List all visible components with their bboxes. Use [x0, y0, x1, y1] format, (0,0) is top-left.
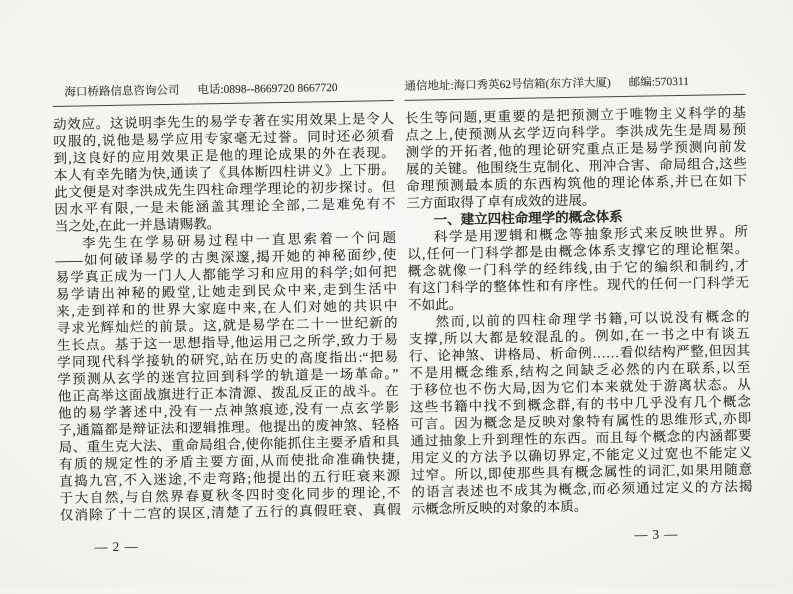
text-line: 直捣九宫,不入迷途,不走弯路;他提出的五行旺衰来源 — [59, 467, 400, 490]
text-line: 用定义的方法予以确切界定,不能定义过宽也不能定义 — [411, 444, 752, 467]
text-line: 这些书籍中找不到概念群,有的书中几乎没有几个概念 — [410, 393, 751, 416]
right-page-header — [404, 74, 745, 101]
text-line: 科学是用逻辑和概念等抽象形式来反映世界。所 — [407, 223, 748, 246]
text-line: 子,通篇都是辩证法和逻辑推理。他提出的废神煞、轻格 — [58, 416, 399, 439]
right-page-body — [405, 104, 753, 518]
text-line: 于移位也不伤大局,因为它们本来就处于游离状态。从 — [410, 376, 751, 399]
text-line: 过窄。所以,即使那些具有概念属性的词汇,如果用随意 — [411, 461, 752, 484]
text-line: 的语言表述也不成其为概念,而必须通过定义的方法揭 — [411, 478, 752, 501]
text-line: 他的易学著述中,没有一点神煞痕迹,没有一点玄学影 — [58, 399, 399, 422]
text-line: 来,走到祥和的世界大家庭中来,在人们对她的共识中 — [56, 297, 397, 320]
left-page — [52, 80, 401, 556]
text-line: 他正高举这面战旗进行正本清源、拨乱反正的战斗。在 — [58, 382, 399, 405]
text-line: 学预测从玄学的迷宫拉回到科学的轨道是一场革命。” — [57, 365, 398, 388]
text-line: 到,这良好的应用效果正是他的理论成果的外在表现。 — [53, 144, 394, 167]
text-line: 概念就像一门科学的经纬线,由于它的编织和制约,才 — [407, 257, 748, 280]
text-line: 三方面取得了卓有成效的进展。 — [406, 189, 747, 212]
text-line: 测学的开拓者,他的理论研究重点正是易学预测向前发 — [405, 138, 746, 161]
postal-code: 邮编:570311 — [629, 76, 689, 89]
left-page-body — [53, 110, 401, 524]
text-line: 示概念所反映的对象的本质。 — [412, 495, 753, 518]
text-line: 一、建立四柱命理学的概念体系 — [407, 206, 748, 229]
text-line: 寻求光辉灿烂的前景。这,就是易学在二十一世纪新的 — [56, 314, 397, 337]
text-line: 行、论神煞、讲格局、析命例……看似结构严整,但因其 — [409, 342, 750, 365]
text-line: 展的关键。他围绕生克制化、刑冲合害、命局组合,这些 — [406, 155, 747, 178]
mailing-address: 通信地址:海口秀英62号信箱(东方洋大厦) — [404, 77, 611, 93]
company-name: 海口桥路信息咨询公司 — [64, 85, 179, 99]
text-line: 本人有幸先睹为快,通读了《具体断四柱讲义》上下册。 — [54, 161, 395, 184]
text-line: 命理预测最本质的东西构筑他的理论体系,并已在如下 — [406, 172, 747, 195]
right-page — [404, 74, 753, 547]
text-line: 李先生在学易研易过程中一直思索着一个问题 — [55, 229, 396, 252]
text-line: 长生等问题,更重要的是把预测立于唯物主义科学的基 — [405, 104, 746, 127]
text-line: 仅消除了十二宫的误区,清楚了五行的真假旺衰、真假 — [60, 501, 401, 524]
text-line: 点之上,使预测从玄学迈向科学。李洪成先生是周易预 — [405, 121, 746, 144]
text-line: 当之处,在此一并恳请赐教。 — [55, 212, 396, 235]
text-line: 不如此。 — [408, 291, 749, 314]
text-line: 不是用概念维系,结构之间缺乏必然的内在联系,以至 — [409, 359, 750, 382]
text-line: ——如何破译易学的古奥深邃,揭开她的神秘面纱,使 — [55, 246, 396, 269]
phone-number: 电话:0898--8669720 8667720 — [197, 82, 337, 96]
left-page-number: — 2 — — [94, 534, 401, 555]
text-line: 通过抽象上升到理性的东西。而且每个概念的内涵都要 — [410, 427, 751, 450]
text-line: 有这门科学的整体性和有序性。现代的任何一门科学无 — [408, 274, 749, 297]
text-line: 因水平有限,一是未能涵盖其理论全部,二是难免有不 — [54, 195, 395, 218]
text-line: 然而,以前的四柱命理学书籍,可以说没有概念的 — [408, 308, 749, 331]
text-line: 动效应。这说明李先生的易学专著在实用效果上是令人 — [53, 110, 394, 133]
text-line: 此文便是对李洪成先生四柱命理学理论的初步探讨。但 — [54, 178, 395, 201]
left-page-header — [52, 80, 393, 107]
text-line: 生长点。基于这一思想指导,他运用己之所学,致力于易 — [57, 331, 398, 354]
text-line: 易学真正成为一门人人都能学习和应用的科学;如何把 — [56, 263, 397, 286]
text-line: 于大自然,与自然界春夏秋冬四时变化同步的理论,不 — [59, 484, 400, 507]
text-line: 可言。因为概念是反映对象特有属性的思维形式,亦即 — [410, 410, 751, 433]
right-page-number: — 3 — — [634, 525, 753, 543]
text-line: 易学请出神秘的殿堂,让她走到民众中来,走到生活中 — [56, 280, 397, 303]
text-line: 学同现代科学接轨的研究,站在历史的高度指出:“把易 — [57, 348, 398, 371]
text-line: 局、重生克大法、重命局组合,使你能抓住主要矛盾和具 — [58, 433, 399, 456]
text-line: 有质的规定性的矛盾主要方面,从而使批命准确快捷, — [59, 450, 400, 473]
text-line: 以,任何一门科学都是由概念体系支撑它的理论框架。 — [407, 240, 748, 263]
text-line: 叹服的,说他是易学应用专家毫无过誉。同时还必须看 — [53, 127, 394, 150]
text-line: 支撑,所以大都是较混乱的。例如,在一书之中有谈五 — [409, 325, 750, 348]
